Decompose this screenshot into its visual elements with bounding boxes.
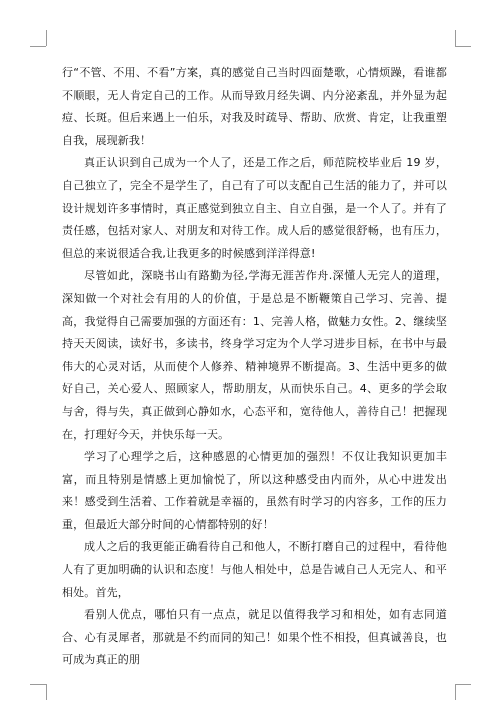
paragraph-6: 看别人优点，哪怕只有一点点，就足以值得我学习和相处，如有志同道合、心有灵犀者，那就是不约而同的知己！如果个性不相投，但真诚善良，也可成为真正的朋 <box>62 608 447 667</box>
paragraph-1: 行“不管、不用、不看”方案，真的感觉自己当时四面楚歌，心情烦躁，看谁都不顺眼，无人肯定自己的工作。从而导致月经失调、内分泌紊乱，并外显为起痘、长斑。但后来遇上一伯乐，对我及时疏导、帮助、欣赏、肯定，让我重塑自我，展现新我！ <box>62 66 447 147</box>
crop-mark-bottom-right-v <box>455 684 456 700</box>
paragraph-2: 真正认识到自己成为一个人了，还是工作之后，师范院校毕业后 19 岁，自己独立了，完全不是学生了，自己有了可以支配自己生活的能力了，并可以设计规划许多事情时，真正感觉到独立自主、自立自强，是一个人了。并有了责任感，包括对家人、对朋友和对待工作。成人后的感觉很舒畅，也有压力，但总的来说很适合我,让我更多的时候感到洋洋得意! <box>62 156 447 260</box>
crop-mark-top-right-v <box>455 30 456 46</box>
paragraph-4: 学习了心理学之后，这种感恩的心情更加的强烈！不仅让我知识更加丰富，而且特别是情感上更加愉悦了，所以这种感受由内而外，从心中进发出来！感受到生活着、工作着就是幸福的，虽然有时学习的内容多，工作的压力重，但最近大部分时间的心情都特别的好！ <box>62 450 447 531</box>
document-body <box>62 62 447 672</box>
paragraph-5: 成人之后的我更能正确看待自己和他人，不断打磨自己的过程中，看待他人有了更加明确的认识和态度！与他人相处中，总是告诫自己人无完人、和平相处。首先， <box>62 540 447 599</box>
crop-mark-top-right-h <box>455 46 471 47</box>
crop-mark-top-left-h <box>30 46 46 47</box>
paragraph-3: 尽管如此，深晓书山有路勤为径,学海无涯苦作舟.深懂人无完人的道理，深知做一个对社会有用的人的价值，于是总是不断鞭策自己学习、完善、提高，我觉得自己需要加强的方面还有：1、完善人格，做魅力女性。2、继续坚持天天阅读，读好书，多读书，终身学习定为个人学习进步目标，在书中与最伟大的心灵对话，从而使个人修养、精神境界不断提高。3、生活中更多的做好自己，关心爱人、照顾家人，帮助朋友，从而快乐自己。4、更多的学会取与舍，得与失，真正做到心静如水，心态平和，宽待他人，善待自己！把握现在，打理好今天，并快乐每一天。 <box>62 269 447 441</box>
crop-mark-bottom-right-h <box>455 684 471 685</box>
crop-mark-bottom-left-h <box>30 684 46 685</box>
crop-mark-top-left-v <box>46 30 47 46</box>
crop-mark-bottom-left-v <box>46 684 47 700</box>
